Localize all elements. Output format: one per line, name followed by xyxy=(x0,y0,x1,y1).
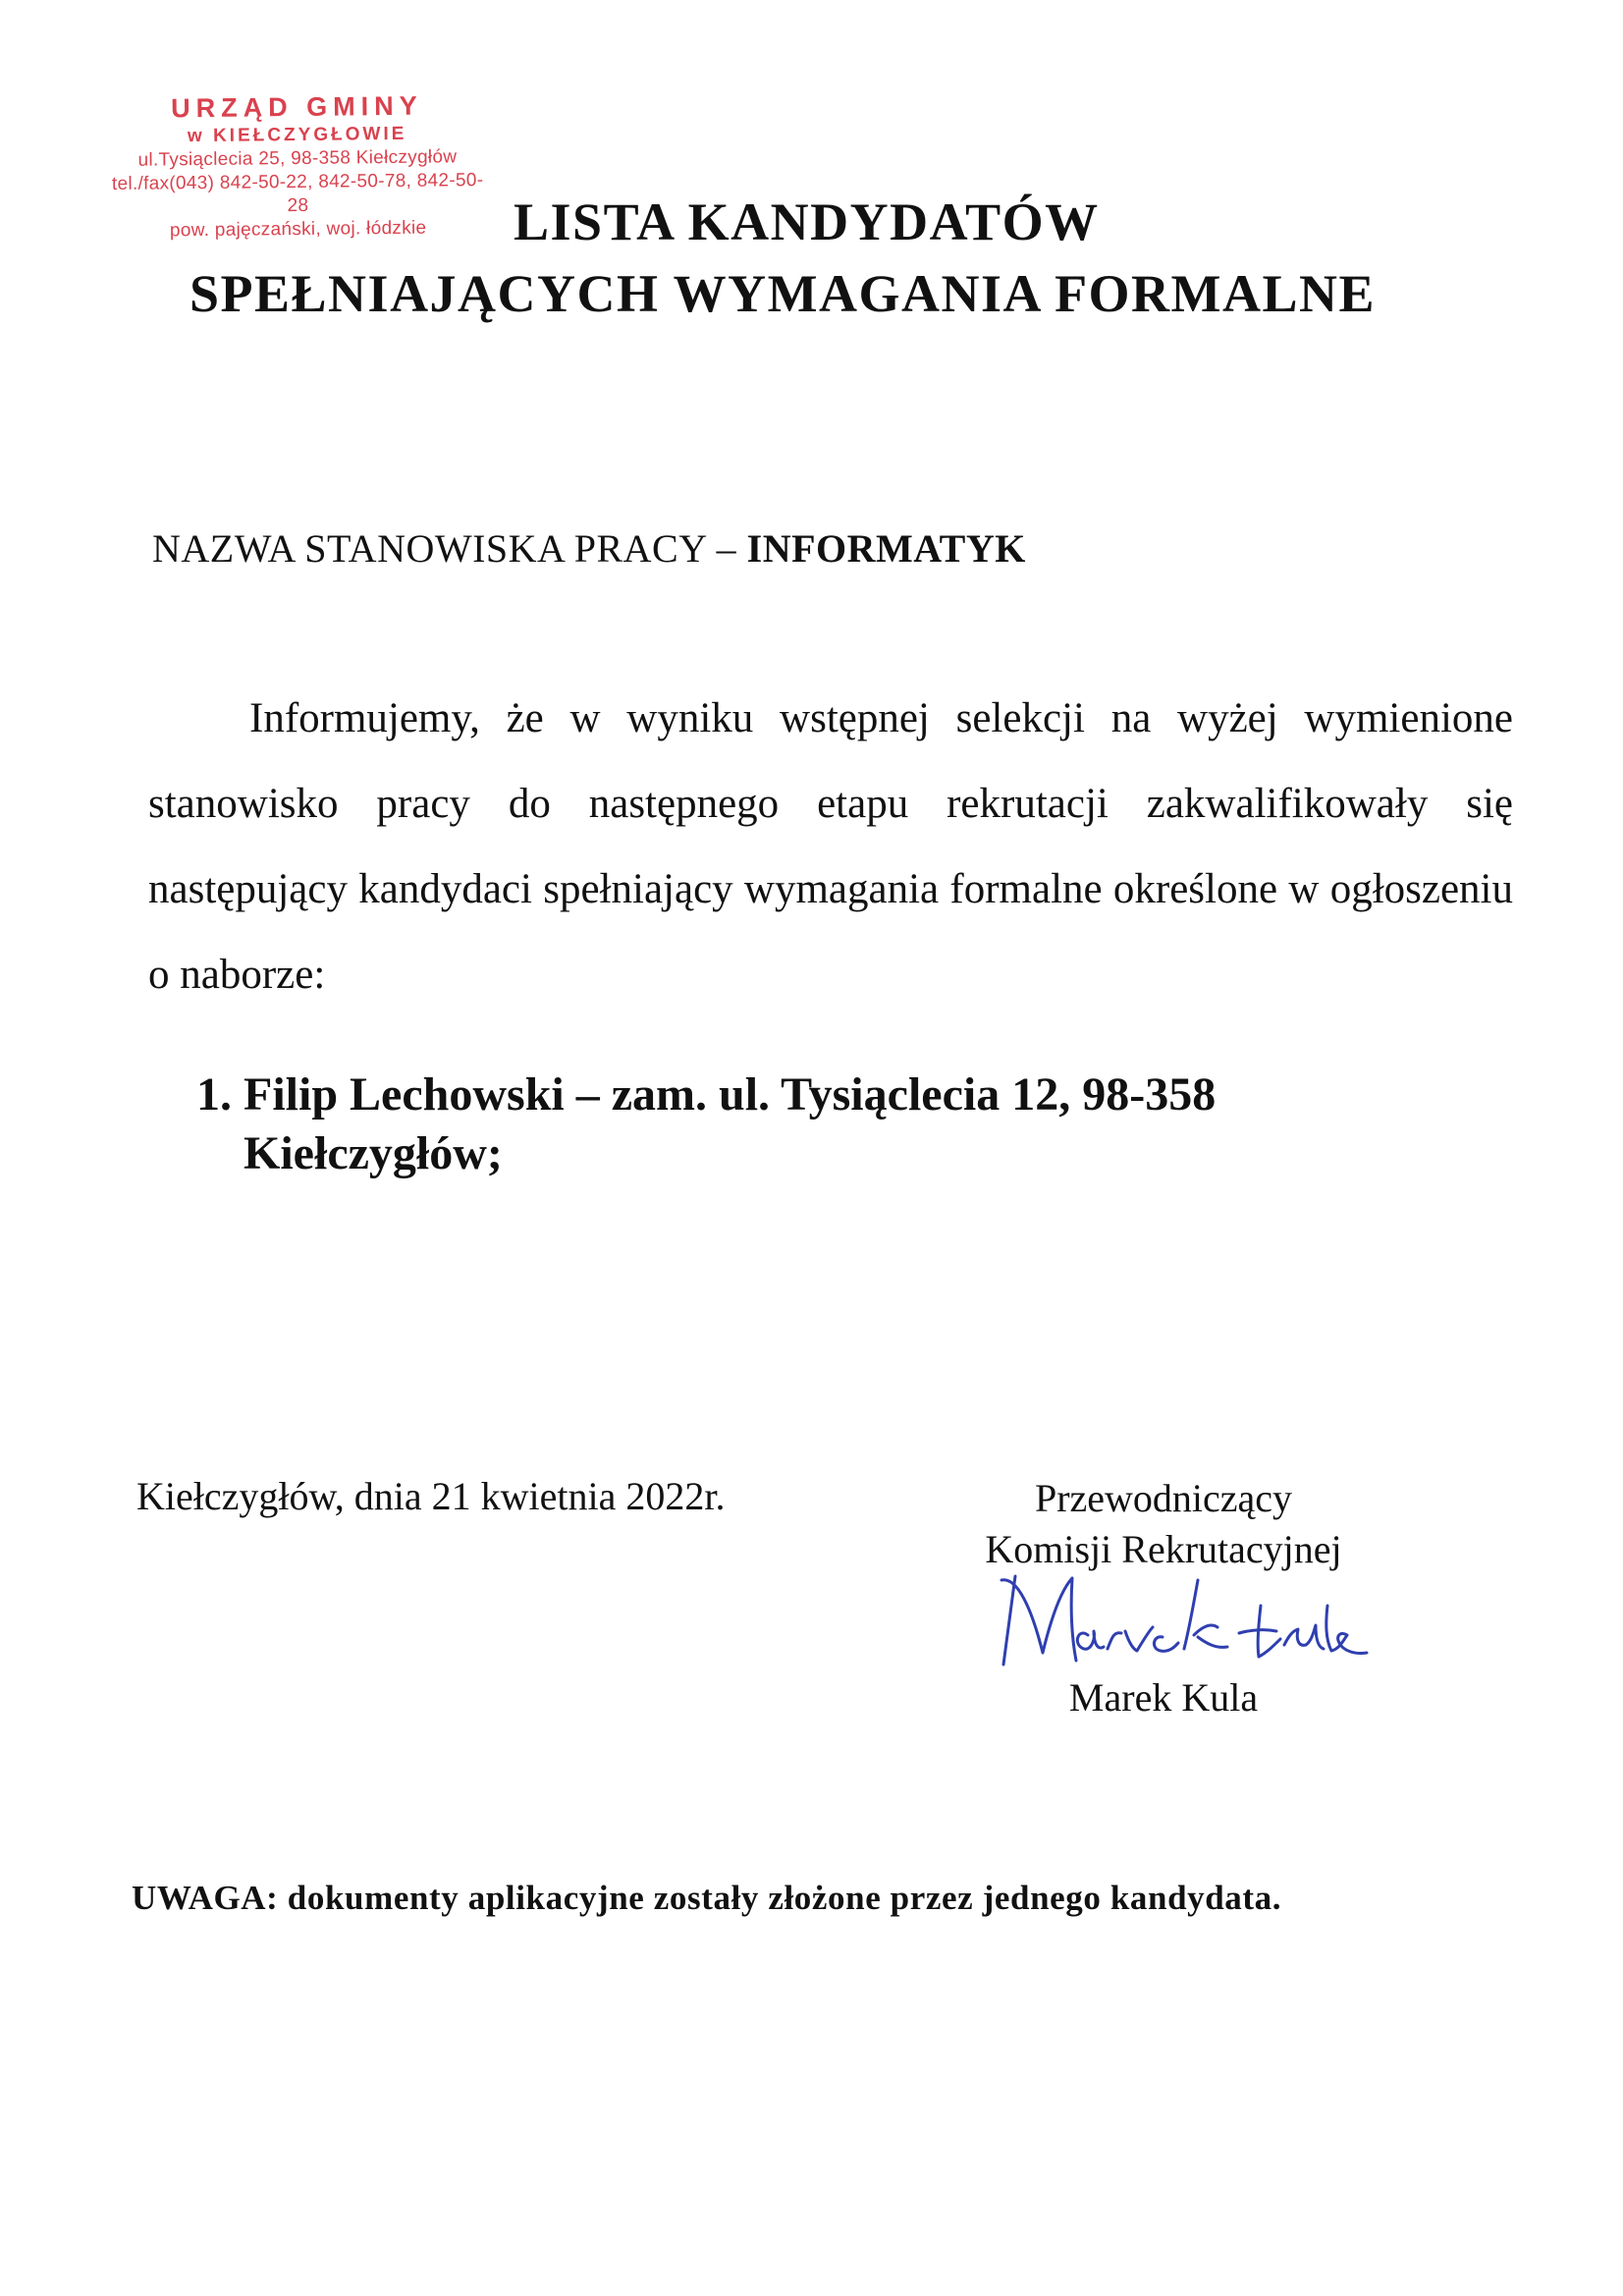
signatory-role xyxy=(923,1473,1404,1575)
note-text: UWAGA: dokumenty aplikacyjne zostały złożone przez jednego kandydata. xyxy=(132,1879,1282,1917)
handwritten-signature xyxy=(982,1566,1375,1674)
place-and-date: Kiełczygłów, dnia 21 kwietnia 2022r. xyxy=(136,1474,726,1518)
candidate-list-item: 1. Filip Lechowski – zam. ul. Tysiąclecia 12, 98-358 Kiełczygłów; xyxy=(196,1068,1217,1179)
signatory-role-line1: Przewodniczący xyxy=(1034,1476,1293,1520)
body-paragraph: Informujemy, że w wyniku wstępnej selekcji na wyżej wymienione stanowisko pracy do następnego etapu rekrutacji zakwalifikowały się następujący kandydaci spełniający wymagania formalne określone w ogłoszeniu o naborze: xyxy=(148,695,1513,998)
job-position xyxy=(152,525,1026,572)
job-position-value: INFORMATYK xyxy=(746,526,1026,571)
document-title-line1: LISTA KANDYDATÓW xyxy=(514,192,1100,251)
document-title-line2: SPEŁNIAJĄCYCH WYMAGANIA FORMALNE xyxy=(189,264,1377,323)
office-stamp xyxy=(105,88,490,244)
stamp-office-name: URZĄD GMINY xyxy=(170,90,423,124)
signatory-name: Marek Kula xyxy=(1068,1675,1259,1720)
stamp-region: pow. pajęczański, woj. łódzkie xyxy=(169,217,427,242)
stamp-address: ul.Tysiąclecia 25, 98-358 Kiełczygłów xyxy=(137,146,458,171)
signatory-role-line2: Komisji Rekrutacyjnej xyxy=(985,1527,1342,1571)
stamp-phone: tel./fax(043) 842-50-22, 842-50-78, 842-50-28 xyxy=(111,170,484,217)
stamp-location: w KIEŁCZYGŁOWIE xyxy=(187,123,407,147)
job-position-label: NAZWA STANOWISKA PRACY – xyxy=(152,526,747,571)
